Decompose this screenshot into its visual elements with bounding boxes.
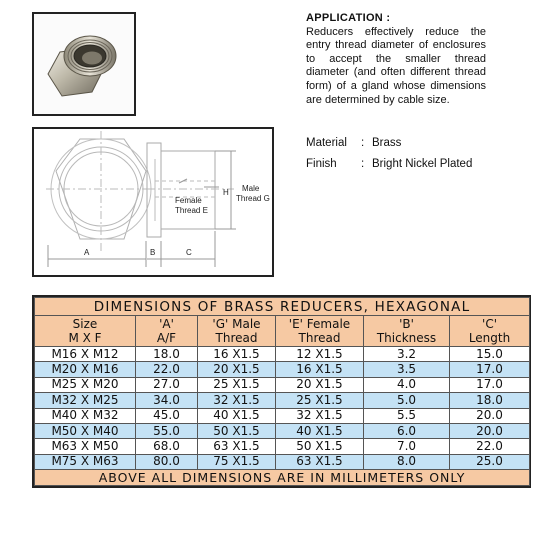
table-title: DIMENSIONS OF BRASS REDUCERS, HEXAGONAL xyxy=(35,298,530,316)
dimensions-table xyxy=(34,297,530,486)
column-header-size: Size M X F xyxy=(35,316,136,347)
cell-e: 16 X1.5 xyxy=(276,362,364,377)
application-heading: APPLICATION : xyxy=(306,12,391,24)
cell-c: 22.0 xyxy=(450,439,530,454)
table-row xyxy=(35,439,530,454)
cell-size: M50 X M40 xyxy=(35,423,136,438)
table-row xyxy=(35,393,530,408)
cell-a: 34.0 xyxy=(136,393,198,408)
label-h: H xyxy=(223,188,229,197)
column-header-b: 'B' Thickness xyxy=(364,316,450,347)
label-a: A xyxy=(84,248,90,257)
label-b: B xyxy=(150,248,156,257)
cell-e: 40 X1.5 xyxy=(276,423,364,438)
cell-size: M16 X M12 xyxy=(35,347,136,362)
spec-value: Bright Nickel Plated xyxy=(372,158,473,170)
cell-a: 27.0 xyxy=(136,377,198,392)
cell-c: 17.0 xyxy=(450,362,530,377)
cell-g: 40 X1.5 xyxy=(198,408,276,423)
cell-g: 20 X1.5 xyxy=(198,362,276,377)
cell-b: 7.0 xyxy=(364,439,450,454)
application-section xyxy=(306,12,486,107)
label-female-thread: Thread E xyxy=(175,206,208,215)
spec-label: Finish xyxy=(306,158,337,170)
application-description: Reducers effectively reduce the entry thread diameter of enclosures to accept the smaller thread diameter (and often different thread form) of a gland whose dimensions are determined by cable size. xyxy=(306,25,486,106)
cell-e: 25 X1.5 xyxy=(276,393,364,408)
brass-reducer-image xyxy=(34,14,134,114)
label-female: Female xyxy=(175,196,202,205)
cell-g: 16 X1.5 xyxy=(198,347,276,362)
cell-b: 5.5 xyxy=(364,408,450,423)
reducer-drawing xyxy=(34,129,272,275)
cell-c: 20.0 xyxy=(450,423,530,438)
cell-size: M32 X M25 xyxy=(35,393,136,408)
cell-c: 17.0 xyxy=(450,377,530,392)
table-row xyxy=(35,423,530,438)
spec-separator: : xyxy=(361,137,365,149)
column-header-c: 'C' Length xyxy=(450,316,530,347)
cell-e: 63 X1.5 xyxy=(276,454,364,469)
cell-size: M25 X M20 xyxy=(35,377,136,392)
table-header-row xyxy=(35,316,530,347)
cell-b: 5.0 xyxy=(364,393,450,408)
cell-c: 15.0 xyxy=(450,347,530,362)
cell-b: 3.2 xyxy=(364,347,450,362)
table-row xyxy=(35,454,530,469)
label-male: Male xyxy=(242,184,260,193)
cell-c: 18.0 xyxy=(450,393,530,408)
column-header-g: 'G' Male Thread xyxy=(198,316,276,347)
cell-b: 4.0 xyxy=(364,377,450,392)
cell-e: 32 X1.5 xyxy=(276,408,364,423)
product-photo xyxy=(32,12,136,116)
cell-c: 25.0 xyxy=(450,454,530,469)
cell-g: 50 X1.5 xyxy=(198,423,276,438)
table-row xyxy=(35,362,530,377)
cell-a: 55.0 xyxy=(136,423,198,438)
table-row xyxy=(35,347,530,362)
cell-e: 20 X1.5 xyxy=(276,377,364,392)
cell-a: 22.0 xyxy=(136,362,198,377)
cell-g: 75 X1.5 xyxy=(198,454,276,469)
cell-g: 32 X1.5 xyxy=(198,393,276,408)
technical-drawing xyxy=(32,127,274,277)
dimensions-table-container xyxy=(32,295,531,488)
label-male-thread: Thread G xyxy=(236,194,270,203)
cell-b: 8.0 xyxy=(364,454,450,469)
column-header-a: 'A' A/F xyxy=(136,316,198,347)
cell-g: 63 X1.5 xyxy=(198,439,276,454)
cell-b: 6.0 xyxy=(364,423,450,438)
cell-b: 3.5 xyxy=(364,362,450,377)
table-footer-note: ABOVE ALL DIMENSIONS ARE IN MILLIMETERS ONLY xyxy=(35,470,530,486)
column-header-e: 'E' Female Thread xyxy=(276,316,364,347)
cell-e: 50 X1.5 xyxy=(276,439,364,454)
cell-a: 80.0 xyxy=(136,454,198,469)
cell-size: M40 X M32 xyxy=(35,408,136,423)
cell-a: 68.0 xyxy=(136,439,198,454)
cell-a: 45.0 xyxy=(136,408,198,423)
spec-value: Brass xyxy=(372,137,402,149)
cell-e: 12 X1.5 xyxy=(276,347,364,362)
cell-g: 25 X1.5 xyxy=(198,377,276,392)
spec-label: Material xyxy=(306,137,347,149)
spec-separator: : xyxy=(361,158,365,170)
table-row xyxy=(35,377,530,392)
table-row xyxy=(35,408,530,423)
cell-size: M75 X M63 xyxy=(35,454,136,469)
cell-a: 18.0 xyxy=(136,347,198,362)
cell-c: 20.0 xyxy=(450,408,530,423)
label-c: C xyxy=(186,248,192,257)
cell-size: M63 X M50 xyxy=(35,439,136,454)
cell-size: M20 X M16 xyxy=(35,362,136,377)
